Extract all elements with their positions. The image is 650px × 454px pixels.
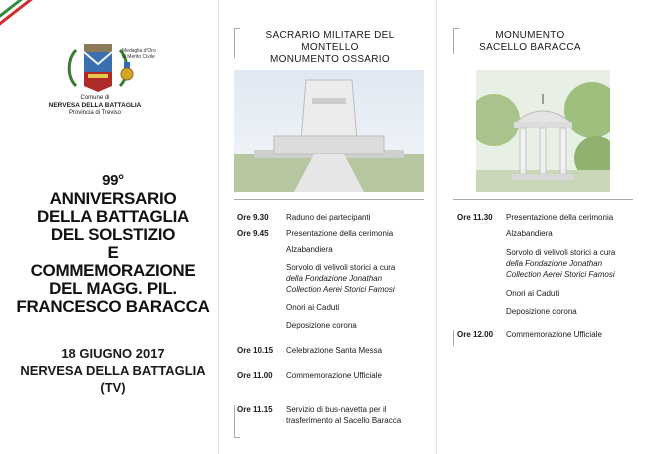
motto-text: Medaglia d'Oro al Merito Civile <box>122 48 156 60</box>
italian-flag-ribbon <box>0 0 75 30</box>
municipality-name: NERVESA DELLA BATTAGLIA <box>48 102 142 109</box>
event-date: 18 GIUGNO 2017 <box>61 346 165 361</box>
schedule-item: Deposizione corona <box>286 321 357 330</box>
right-panel-bracket-bottom <box>453 330 454 346</box>
schedule-item: Raduno dei partecipanti <box>286 213 371 222</box>
schedule-time: Ore 9.30 <box>237 213 269 222</box>
schedule-item: Presentazione della cerimonia <box>506 213 614 222</box>
ossuary-photo <box>234 70 424 192</box>
province-label: Provincia di Treviso <box>68 110 122 116</box>
title-line: COMMEMORAZIONE <box>30 261 196 280</box>
schedule-item: Alzabandiera <box>506 229 553 238</box>
title-line: FRANCESCO BARACCA <box>16 297 210 316</box>
schedule-item: Sorvolo di velivoli storici a cura <box>286 263 396 272</box>
event-place: NERVESA DELLA BATTAGLIA (TV) <box>20 363 206 395</box>
schedule-item: Commemorazione Ufficiale <box>506 330 602 339</box>
left-panel-bracket-top <box>234 28 235 58</box>
schedule-time: Ore 11.00 <box>237 371 273 380</box>
schedule-time: Ore 11.15 <box>237 405 273 414</box>
schedule-item: Onori ai Caduti <box>506 289 560 298</box>
right-panel-rule-top <box>453 28 459 29</box>
fold-line-2 <box>436 0 437 454</box>
schedule-item: Alzabandiera <box>286 245 333 254</box>
fold-line-1 <box>218 0 219 454</box>
right-panel-bracket-top <box>453 28 454 54</box>
left-panel-rule-mid <box>234 199 424 200</box>
schedule-time: Ore 12.00 <box>457 330 494 339</box>
comune-label: Comune di <box>80 95 110 101</box>
sacello-photo <box>476 70 610 192</box>
schedule-item: Presentazione della cerimonia <box>286 229 394 238</box>
schedule-item: Collection Aerei Storici Famosi <box>506 270 615 279</box>
schedule-item: Servizio di bus-navetta per il <box>286 405 387 414</box>
schedule-time: Ore 11.30 <box>457 213 493 222</box>
title-line: DEL MAGG. PIL. <box>49 279 177 298</box>
schedule-time: Ore 9.45 <box>237 229 269 238</box>
event-title <box>8 172 218 316</box>
left-panel-rule-bottom <box>234 437 240 438</box>
schedule-time: Ore 10.15 <box>237 346 274 355</box>
schedule-item: Commemorazione Ufficiale <box>286 371 382 380</box>
title-line: DEL SOLSTIZIO <box>50 225 176 244</box>
medal-icon <box>118 62 136 82</box>
schedule-item: della Fondazione Jonathan <box>506 259 603 268</box>
municipality-name-block <box>40 95 150 117</box>
schedule-item: Collection Aerei Storici Famosi <box>286 285 395 294</box>
schedule-item: Sorvolo di velivoli storici a cura <box>506 248 616 257</box>
title-line: ANNIVERSARIO <box>49 189 177 208</box>
right-panel-heading: MONUMENTO SACELLO BARACCA <box>479 30 581 53</box>
schedule-item: Deposizione corona <box>506 307 577 316</box>
schedule-item: Celebrazione Santa Messa <box>286 346 383 355</box>
left-panel-rule-top <box>234 28 240 29</box>
title-line: E <box>107 243 119 262</box>
title-line: DELLA BATTAGLIA <box>37 207 189 226</box>
schedule-item: Onori ai Caduti <box>286 303 340 312</box>
schedule-item: della Fondazione Jonathan <box>286 274 383 283</box>
title-line: 99° <box>102 172 124 189</box>
left-panel-heading: SACRARIO MILITARE DEL MONTELLO MONUMENTO OSSARIO <box>265 30 395 65</box>
schedule-item: trasferimento al Sacello Baracca <box>286 416 402 425</box>
left-panel-bracket-bottom <box>234 405 235 437</box>
event-date-place <box>8 345 218 396</box>
right-panel-rule-mid <box>453 199 633 200</box>
